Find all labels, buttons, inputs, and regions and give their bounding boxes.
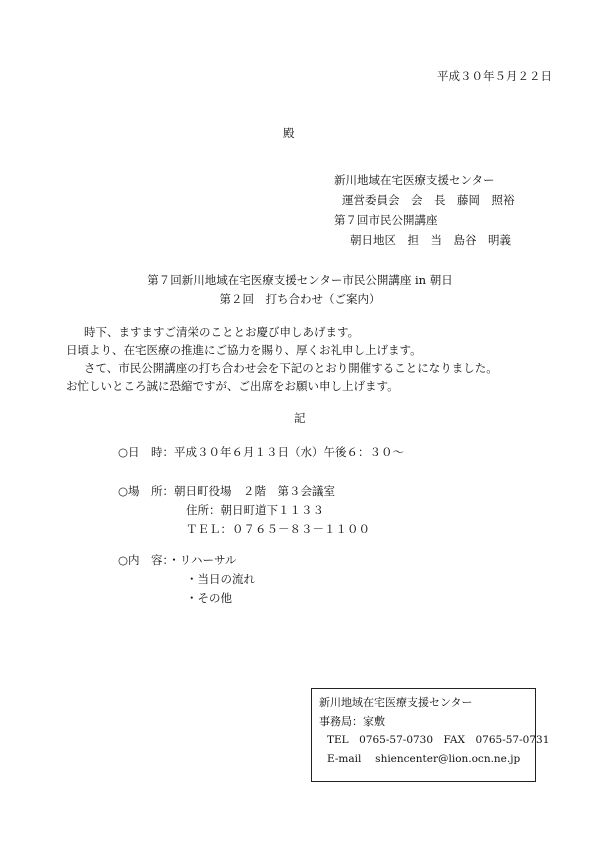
content-item-2: ・当日の流れ (186, 572, 255, 586)
place-label: ○場 所： (118, 484, 175, 498)
sender-org: 新川地域在宅医療支援センター (334, 173, 495, 187)
body-paragraph-3: さて、市民公開講座の打ち合わせ会を下記のとおり開催することになりました。 (84, 361, 498, 375)
detail-datetime (118, 443, 404, 462)
content-item-3: ・その他 (186, 591, 232, 605)
document-title (0, 271, 600, 309)
detail-address: 住所：朝日町道下１１３３ (186, 503, 324, 517)
document-date: 平成３０年５月２２日 (437, 69, 552, 83)
contact-telfax: TEL 0765-57-0730 FAX 0765-57-0731 (327, 734, 550, 746)
body-paragraph-4: お忙しいところ誠に恐縮ですが、ご出席をお願い申し上げます。 (66, 379, 399, 393)
ki-heading: 記 (294, 411, 306, 425)
datetime-value: 平成３０年６月１３日（水）午後６：３０～ (174, 445, 405, 459)
body-text (66, 323, 498, 395)
sender-lecture: 第７回市民公開講座 (334, 213, 438, 227)
contact-office: 事務局：家敷 (319, 715, 385, 728)
contact-box (311, 688, 550, 782)
detail-tel: ＴＥＬ：０７６５－８３－１１００ (186, 522, 370, 536)
title-line-2: 第２回 打ち合わせ（ご案内） (219, 292, 381, 306)
datetime-label: ○日 時： (118, 445, 175, 459)
contact-org: 新川地域在宅医療支援センター (319, 696, 473, 709)
detail-content (118, 551, 236, 570)
body-paragraph-1: 時下、ますますご清栄のこととお慶び申しあげます。 (84, 325, 360, 339)
sender-committee-chair: 運営委員会 会 長 藤岡 照裕 (342, 193, 515, 207)
body-paragraph-2: 日頃より、在宅医療の推進にご協力を賜り、厚くお礼申し上げます。 (66, 343, 422, 357)
detail-place (118, 482, 335, 501)
content-label: ○内 容： (118, 553, 169, 567)
sender-block (334, 170, 515, 250)
content-item-1: ・リハーサル (168, 553, 237, 567)
addressee-honorific: 殿 (283, 126, 295, 140)
place-value: 朝日町役場 ２階 第３会議室 (174, 484, 336, 498)
contact-email: E-mail shiencenter@lion.ocn.ne.jp (327, 753, 521, 765)
title-line-1: 第７回新川地域在宅医療支援センター市民公開講座 in 朝日 (147, 273, 453, 287)
sender-person: 朝日地区 担 当 島谷 明義 (350, 233, 511, 247)
